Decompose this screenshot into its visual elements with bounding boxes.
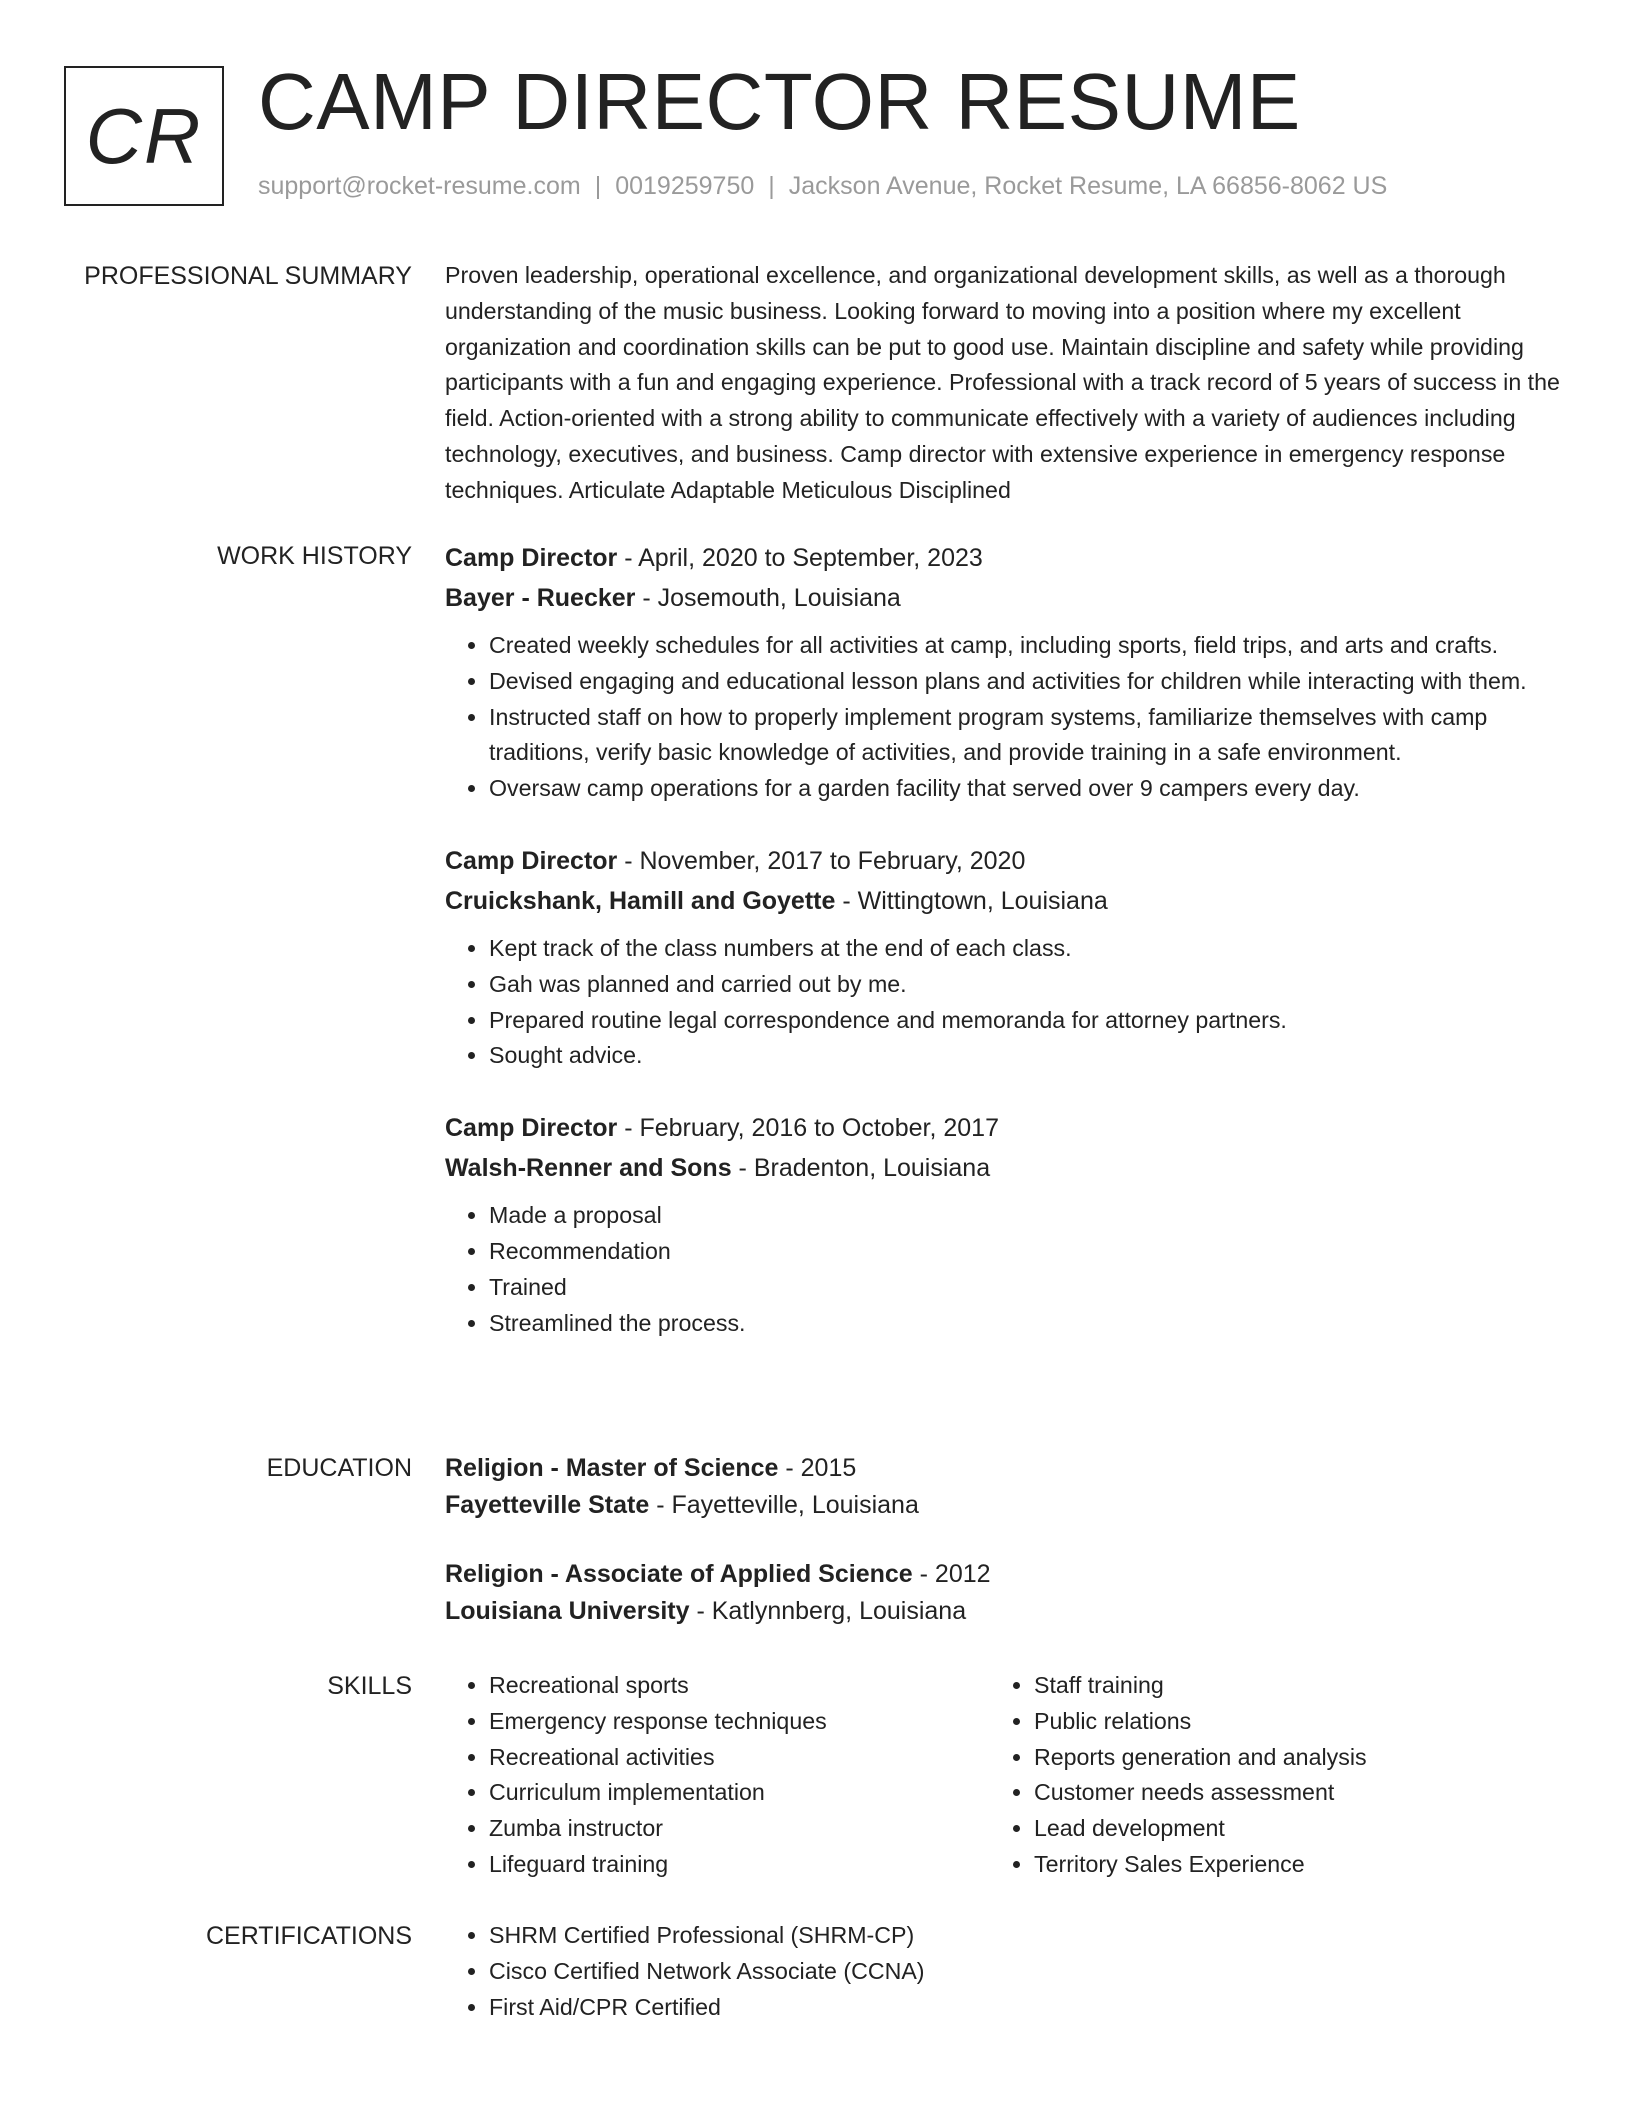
summary-text: Proven leadership, operational excellence, and organizational development skills, as well as a thorough understanding of the music business. Looking forward to moving into a position where my excellent organization and coordination skills can be put to good use. Maintain discipline and safety while providing participants with a fun and engaging experience. Professional with a track record of 5 years of success in the field. Action-oriented with a strong ability to communicate effectively with a variety of audiences including technology, executives, and business. Camp director with extensive experience in emergency response techniques. Articulate Adaptable Meticulous Disciplined xyxy=(445,262,1560,503)
job-bullets xyxy=(445,931,1560,1074)
contact-email[interactable]: support@rocket-resume.com xyxy=(258,172,581,200)
skills-list xyxy=(990,1668,1535,1883)
skill-item: • Territory Sales Experience xyxy=(1034,1847,1535,1883)
education-school: Fayetteville State xyxy=(445,1491,650,1519)
certifications-body xyxy=(445,1918,1560,2025)
job-bullet: • Instructed staff on how to properly implement program systems, familiarize themselves with camp traditions, verify basic knowledge of activities, and provide training in a safe environment. xyxy=(489,700,1560,772)
job-bullet: • Kept track of the class numbers at the end of each class. xyxy=(489,931,1560,967)
job-bullet: • Streamlined the process. xyxy=(489,1306,1560,1342)
job-title: Camp Director xyxy=(445,846,618,875)
skill-item: • Recreational sports xyxy=(489,1668,990,1704)
job-dates: - February, 2016 to October, 2017 xyxy=(617,1114,999,1143)
skill-item: • Emergency response techniques xyxy=(489,1704,990,1740)
contact-separator: | xyxy=(594,172,602,200)
section-label-certifications: CERTIFICATIONS xyxy=(205,1922,412,1950)
skill-item: • Recreational activities xyxy=(489,1740,990,1776)
skill-item: • Curriculum implementation xyxy=(489,1775,990,1811)
skill-item: • Lead development xyxy=(1034,1811,1535,1847)
job-bullet: • Prepared routine legal correspondence and memoranda for attorney partners. xyxy=(489,1003,1560,1039)
job-bullets xyxy=(445,628,1560,807)
job-bullet: • Devised engaging and educational lesson plans and activities for children while interacting with them. xyxy=(489,664,1560,700)
job-company: Walsh-Renner and Sons xyxy=(445,1154,732,1183)
education-degree-line xyxy=(445,1556,1560,1593)
job-bullets xyxy=(445,1198,1560,1341)
section-label-summary: PROFESSIONAL SUMMARY xyxy=(84,262,412,290)
certification-item: • SHRM Certified Professional (SHRM-CP) xyxy=(489,1918,1560,1954)
section-label-education: EDUCATION xyxy=(266,1454,412,1482)
job-bullet: • Trained xyxy=(489,1270,1560,1306)
certifications-list xyxy=(445,1918,1560,2025)
education-degree-line xyxy=(445,1450,1560,1487)
skill-item: • Public relations xyxy=(1034,1704,1535,1740)
education-entry xyxy=(445,1450,1560,1524)
job-location: - Josemouth, Louisiana xyxy=(635,584,901,612)
skills-body xyxy=(445,1668,1560,1883)
section-label-work-history: WORK HISTORY xyxy=(217,542,412,570)
job-title-line xyxy=(445,841,1560,881)
job-bullet: • Made a proposal xyxy=(489,1198,1560,1234)
contact-phone: 0019259750 xyxy=(615,172,755,200)
job-title: Camp Director xyxy=(445,544,618,572)
resume-title: CAMP DIRECTOR RESUME xyxy=(258,57,1301,146)
education-year: - 2012 xyxy=(912,1560,991,1588)
education-school-line xyxy=(445,1487,1560,1524)
job-bullet: • Sought advice. xyxy=(489,1038,1560,1074)
job-dates: - April, 2020 to September, 2023 xyxy=(617,544,983,572)
education-entry xyxy=(445,1556,1560,1630)
skill-item: • Zumba instructor xyxy=(489,1811,990,1847)
skill-item: • Customer needs assessment xyxy=(1034,1775,1535,1811)
job-company-line xyxy=(445,881,1560,921)
job-company: Cruickshank, Hamill and Goyette xyxy=(445,886,836,915)
job-company-line xyxy=(445,1148,1560,1188)
contact-address: Jackson Avenue, Rocket Resume, LA 66856-8062 US xyxy=(788,172,1388,200)
skill-item: • Staff training xyxy=(1034,1668,1535,1704)
education-school-line xyxy=(445,1593,1560,1630)
education-location: - Fayetteville, Louisiana xyxy=(649,1491,919,1519)
job-entry xyxy=(445,1108,1560,1341)
job-title-line xyxy=(445,538,1560,578)
job-bullet: • Gah was planned and carried out by me. xyxy=(489,967,1560,1003)
education-school: Louisiana University xyxy=(445,1597,690,1625)
job-dates: - November, 2017 to February, 2020 xyxy=(617,846,1026,875)
skills-list xyxy=(445,1668,990,1883)
skills-column-left xyxy=(445,1668,990,1883)
education-degree: Religion - Master of Science xyxy=(445,1454,779,1482)
job-company-line xyxy=(445,578,1560,618)
job-bullet: • Recommendation xyxy=(489,1234,1560,1270)
job-location: - Wittingtown, Louisiana xyxy=(835,886,1108,915)
education-year: - 2015 xyxy=(778,1454,857,1482)
job-bullet: • Created weekly schedules for all activities at camp, including sports, field trips, and arts and crafts. xyxy=(489,628,1560,664)
job-location: - Bradenton, Louisiana xyxy=(731,1154,991,1183)
certification-item: • First Aid/CPR Certified xyxy=(489,1990,1560,2026)
job-title: Camp Director xyxy=(445,1114,618,1143)
contact-line xyxy=(258,172,1387,201)
work-history-body xyxy=(445,538,1560,1375)
skill-item: • Reports generation and analysis xyxy=(1034,1740,1535,1776)
job-title-line xyxy=(445,1108,1560,1148)
job-entry xyxy=(445,841,1560,1074)
skill-item: • Lifeguard training xyxy=(489,1847,990,1883)
education-degree: Religion - Associate of Applied Science xyxy=(445,1560,913,1588)
skills-column-right xyxy=(990,1668,1535,1883)
skills-grid xyxy=(445,1668,1560,1883)
contact-separator: | xyxy=(768,172,775,200)
job-company: Bayer - Ruecker xyxy=(445,584,636,612)
certification-item: • Cisco Certified Network Associate (CCNA) xyxy=(489,1954,1560,1990)
education-body xyxy=(445,1450,1560,1662)
monogram-logo: CR xyxy=(64,66,224,206)
section-label-skills: SKILLS xyxy=(327,1672,412,1700)
summary-body xyxy=(445,258,1560,509)
job-entry xyxy=(445,538,1560,807)
education-location: - Katlynnberg, Louisiana xyxy=(689,1597,967,1625)
job-bullet: • Oversaw camp operations for a garden facility that served over 9 campers every day. xyxy=(489,771,1560,807)
